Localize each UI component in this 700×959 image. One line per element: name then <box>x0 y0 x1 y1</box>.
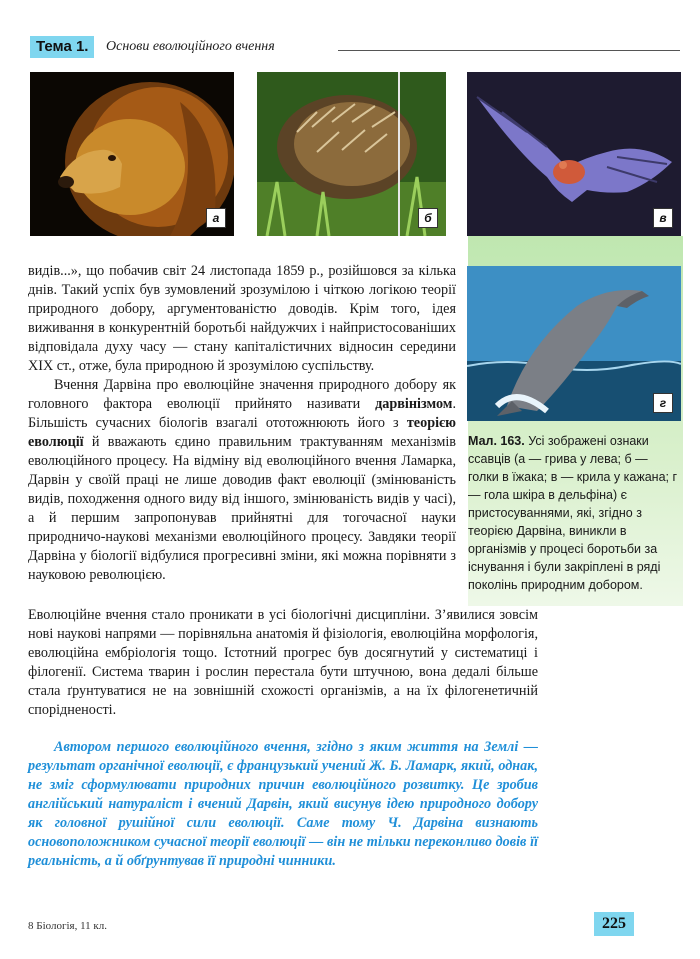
caption-text: Усі зображені ознаки ссавців (а — грива у лева; б — голки в їжака; в — крила у кажана; г — гола шкіра в дельфіна) є пристосуваннями, які, згідно з теорією Дарвіна, виникли в організмів у процесі боротьби за існування і були закріплені в ряді поколінь природним добором. <box>468 434 678 592</box>
figure-letter-a: а <box>206 208 226 228</box>
page-number: 225 <box>594 912 634 936</box>
body-column-top <box>28 262 456 585</box>
paragraph-3: Еволюційне вчення стало проникати в усі біологічні дисципліни. З’явилися зовсім нові наукові напрями — порівняльна анатомія й фізіологія, еволюційна морфологія, еволюційна ембріологія тощо. Істотний прогрес був досягнутий у систематиці і філогенії. Система тварин і рослин перестала бути штучною, вона дедалі більше стала ґрунтуватися не на зовнішній схожості організмів, а на їх філогенетичній спорідненості. <box>28 607 538 718</box>
summary-paragraph: Автором першого еволюційного вчення, згідно з яким життя на Землі — результат органічної еволюції, є французький учений Ж. Б. Ламарк, який, однак, не зміг сформулювати природних причин еволюційного розвитку. Це зробив англійський натураліст і вчений Дарвін, який висунув ідею природного добору як головної рушійної сили еволюції. Саме тому Ч. Дарвіна визнають основоположником сучасної теорії еволюції — він не тільки переконливо довів її реальність, а й обґрунтував її природні чинники. <box>28 739 538 869</box>
body-column-bottom <box>28 606 538 720</box>
bat-wing-photo <box>467 72 681 236</box>
figure-letter-v: в <box>653 208 673 228</box>
paragraph-2-part-b: . Більшість сучасних біологів взагалі ототожнюють його з <box>28 396 456 431</box>
paragraph-1: видів...», що побачив світ 24 листопада 1859 р., розійшовся за кілька днів. Такий успіх був зумовлений зрозумілою і чіткою логікою теорії природного добору, аргументованістю доводів. Крім того, ідея виживання в конкурентній боротьбі найдужчих і найпристосованіших відповідала духу часу — стану капіталістичних відносин середини XIX ст., отже, була природною й зрозумілою суспільству. <box>28 263 456 374</box>
bat-wing-icon <box>467 72 681 236</box>
dolphin-skin-photo <box>467 266 681 421</box>
lion-mane-photo <box>30 72 234 236</box>
topic-label: Тема 1. <box>30 36 94 58</box>
caption-label: Мал. 163. <box>468 434 525 448</box>
lion-mane-icon <box>30 72 234 236</box>
figure-caption <box>468 432 681 594</box>
figure-letter-g: г <box>653 393 673 413</box>
dolphin-skin-icon <box>467 266 681 421</box>
header-rule <box>338 50 680 51</box>
paragraph-2-part-c: й вважають єдино правильним трактуванням механізмів еволюційного процесу. На відміну від еволюційного вчення Ламарка, Дарвін у своїй праці не лише доводив факт еволюції (змінюваність видів, походження одного виду від іншого, змінюваність видів у часі), а й першим запропонував прийнятні для тогочасної науки природничо-наукові механізми еволюційного процесу. Завдяки теорії Дарвіна у біології відбулися прогресивні зміни, які можна порівняти з науковою революцією. <box>28 434 456 583</box>
hedgehog-spines-photo <box>257 72 446 236</box>
figure-letter-b: б <box>418 208 438 228</box>
term-evolution-theory: теорією еволюції <box>28 415 456 450</box>
footer-signature: 8 Біологія, 11 кл. <box>28 920 108 932</box>
topic-title: Основи еволюційного вчення <box>106 39 275 54</box>
page-header <box>30 36 680 58</box>
paragraph-2 <box>28 376 456 585</box>
paragraph-2-part-a: Вчення Дарвіна про еволюційне значення природного добору як головного фактора еволюції прийнято називати <box>28 377 456 412</box>
term-darwinism: дарвінізмом <box>375 396 453 412</box>
